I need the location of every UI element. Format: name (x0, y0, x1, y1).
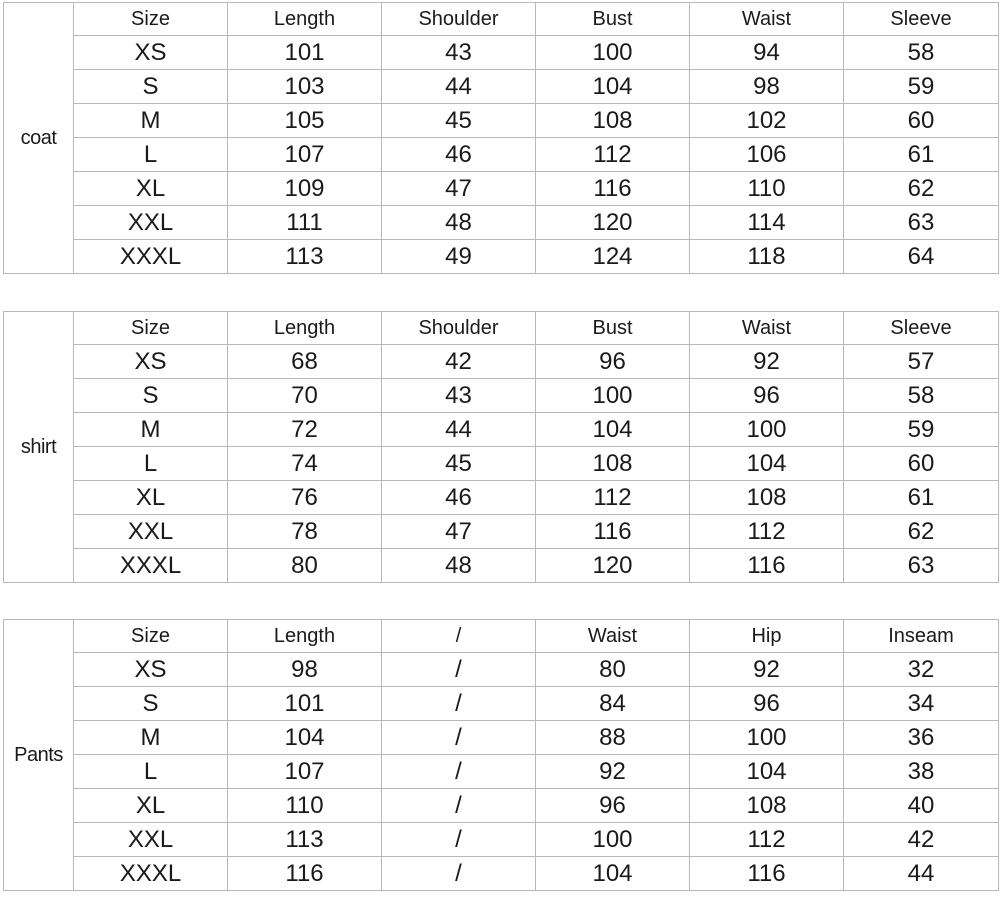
table-cell: 101 (228, 36, 382, 70)
table-cell: 107 (228, 755, 382, 789)
header-cell: Sleeve (844, 312, 999, 345)
table-cell: 111 (228, 206, 382, 240)
table-row (4, 36, 999, 70)
table-row (4, 379, 999, 413)
table-label: coat (4, 3, 74, 274)
table-cell: M (74, 413, 228, 447)
table-cell: / (382, 823, 536, 857)
header-cell: Waist (690, 312, 844, 345)
table-cell: 63 (844, 549, 999, 583)
table-cell: 112 (690, 515, 844, 549)
table-cell: 98 (690, 70, 844, 104)
table-label: shirt (4, 312, 74, 583)
table-cell: 104 (228, 721, 382, 755)
shirt-size-table (3, 311, 999, 583)
table-cell: XS (74, 36, 228, 70)
table-cell: S (74, 379, 228, 413)
table-cell: 32 (844, 653, 999, 687)
table-cell: 46 (382, 138, 536, 172)
table-cell: 74 (228, 447, 382, 481)
table-cell: 110 (228, 789, 382, 823)
table-row (4, 104, 999, 138)
header-row (4, 3, 999, 36)
table-cell: 88 (536, 721, 690, 755)
table-cell: 116 (536, 515, 690, 549)
table-cell: XL (74, 481, 228, 515)
table-cell: 108 (690, 481, 844, 515)
table-cell: 59 (844, 70, 999, 104)
table-cell: 113 (228, 240, 382, 274)
table-cell: 47 (382, 515, 536, 549)
table-cell: / (382, 653, 536, 687)
table-cell: M (74, 721, 228, 755)
table-cell: 94 (690, 36, 844, 70)
table-cell: 102 (690, 104, 844, 138)
header-cell: Hip (690, 620, 844, 653)
table-cell: 43 (382, 36, 536, 70)
table-cell: S (74, 687, 228, 721)
table-cell: 36 (844, 721, 999, 755)
table-cell: 112 (536, 138, 690, 172)
coat-size-table (3, 2, 999, 274)
table-row (4, 823, 999, 857)
table-row (4, 481, 999, 515)
table-cell: M (74, 104, 228, 138)
table-row (4, 206, 999, 240)
table-cell: 60 (844, 104, 999, 138)
table-cell: 44 (382, 413, 536, 447)
table-cell: 57 (844, 345, 999, 379)
table-cell: 104 (536, 857, 690, 891)
table-cell: 63 (844, 206, 999, 240)
table-row (4, 70, 999, 104)
table-row (4, 413, 999, 447)
table-cell: 48 (382, 206, 536, 240)
header-row (4, 620, 999, 653)
table-cell: 120 (536, 549, 690, 583)
table-cell: 59 (844, 413, 999, 447)
table-cell: 103 (228, 70, 382, 104)
table-cell: 100 (536, 823, 690, 857)
table-row (4, 857, 999, 891)
table-cell: 104 (690, 755, 844, 789)
table-cell: / (382, 789, 536, 823)
table-cell: XXXL (74, 240, 228, 274)
table-cell: 104 (536, 413, 690, 447)
table-cell: XS (74, 653, 228, 687)
table-cell: / (382, 721, 536, 755)
table-cell: 98 (228, 653, 382, 687)
table-cell: 72 (228, 413, 382, 447)
table-row (4, 549, 999, 583)
header-cell: Inseam (844, 620, 999, 653)
table-cell: 45 (382, 104, 536, 138)
table-cell: 100 (536, 379, 690, 413)
table-cell: 42 (844, 823, 999, 857)
table-cell: 92 (536, 755, 690, 789)
table-row (4, 687, 999, 721)
table-cell: 38 (844, 755, 999, 789)
table-cell: 61 (844, 481, 999, 515)
header-cell: Bust (536, 312, 690, 345)
header-cell: / (382, 620, 536, 653)
header-cell: Waist (536, 620, 690, 653)
table-cell: 62 (844, 172, 999, 206)
table-row (4, 721, 999, 755)
table-cell: 46 (382, 481, 536, 515)
table-cell: 43 (382, 379, 536, 413)
pants-size-table (3, 619, 999, 891)
table-cell: 112 (690, 823, 844, 857)
table-cell: 96 (536, 789, 690, 823)
header-cell: Sleeve (844, 3, 999, 36)
table-cell: 101 (228, 687, 382, 721)
table-cell: 116 (228, 857, 382, 891)
table-cell: 96 (690, 379, 844, 413)
table-row (4, 755, 999, 789)
table-cell: 80 (536, 653, 690, 687)
header-cell: Size (74, 312, 228, 345)
header-row (4, 312, 999, 345)
table-cell: 116 (690, 857, 844, 891)
table-cell: 47 (382, 172, 536, 206)
header-cell: Waist (690, 3, 844, 36)
table-row (4, 240, 999, 274)
table-cell: XXL (74, 206, 228, 240)
table-row (4, 345, 999, 379)
table-row (4, 515, 999, 549)
header-cell: Length (228, 312, 382, 345)
header-cell: Bust (536, 3, 690, 36)
table-cell: 49 (382, 240, 536, 274)
table-row (4, 138, 999, 172)
table-cell: 113 (228, 823, 382, 857)
table-cell: 104 (690, 447, 844, 481)
table-cell: 100 (690, 721, 844, 755)
table-row (4, 789, 999, 823)
table-cell: L (74, 138, 228, 172)
table-cell: XL (74, 789, 228, 823)
header-cell: Shoulder (382, 3, 536, 36)
table-cell: 92 (690, 653, 844, 687)
table-row (4, 653, 999, 687)
table-cell: 92 (690, 345, 844, 379)
table-cell: 116 (536, 172, 690, 206)
table-cell: XXXL (74, 857, 228, 891)
table-cell: / (382, 687, 536, 721)
table-cell: XXL (74, 823, 228, 857)
table-cell: XXXL (74, 549, 228, 583)
table-cell: L (74, 447, 228, 481)
table-cell: 60 (844, 447, 999, 481)
table-cell: 84 (536, 687, 690, 721)
table-cell: 44 (382, 70, 536, 104)
table-cell: 45 (382, 447, 536, 481)
table-cell: 108 (536, 447, 690, 481)
header-cell: Size (74, 620, 228, 653)
table-cell: 80 (228, 549, 382, 583)
table-cell: 112 (536, 481, 690, 515)
table-cell: 114 (690, 206, 844, 240)
table-cell: 64 (844, 240, 999, 274)
table-label: Pants (4, 620, 74, 891)
table-cell: 108 (690, 789, 844, 823)
table-cell: 116 (690, 549, 844, 583)
table-cell: 48 (382, 549, 536, 583)
table-cell: 44 (844, 857, 999, 891)
table-cell: 96 (690, 687, 844, 721)
header-cell: Length (228, 3, 382, 36)
table-cell: 61 (844, 138, 999, 172)
table-row (4, 172, 999, 206)
table-cell: 96 (536, 345, 690, 379)
table-cell: XXL (74, 515, 228, 549)
table-cell: 58 (844, 379, 999, 413)
table-cell: / (382, 857, 536, 891)
table-cell: 68 (228, 345, 382, 379)
table-cell: 100 (690, 413, 844, 447)
table-cell: 109 (228, 172, 382, 206)
table-cell: 105 (228, 104, 382, 138)
table-cell: 40 (844, 789, 999, 823)
header-cell: Size (74, 3, 228, 36)
table-cell: L (74, 755, 228, 789)
table-cell: 100 (536, 36, 690, 70)
table-cell: 62 (844, 515, 999, 549)
header-cell: Length (228, 620, 382, 653)
table-cell: 124 (536, 240, 690, 274)
table-cell: 70 (228, 379, 382, 413)
table-cell: 104 (536, 70, 690, 104)
header-cell: Shoulder (382, 312, 536, 345)
table-cell: 106 (690, 138, 844, 172)
table-cell: 76 (228, 481, 382, 515)
table-cell: 120 (536, 206, 690, 240)
table-cell: 34 (844, 687, 999, 721)
table-cell: XS (74, 345, 228, 379)
table-cell: 118 (690, 240, 844, 274)
table-cell: 110 (690, 172, 844, 206)
table-cell: XL (74, 172, 228, 206)
table-cell: 107 (228, 138, 382, 172)
table-cell: 58 (844, 36, 999, 70)
table-cell: 108 (536, 104, 690, 138)
table-cell: 42 (382, 345, 536, 379)
table-cell: 78 (228, 515, 382, 549)
table-cell: S (74, 70, 228, 104)
table-cell: / (382, 755, 536, 789)
table-row (4, 447, 999, 481)
